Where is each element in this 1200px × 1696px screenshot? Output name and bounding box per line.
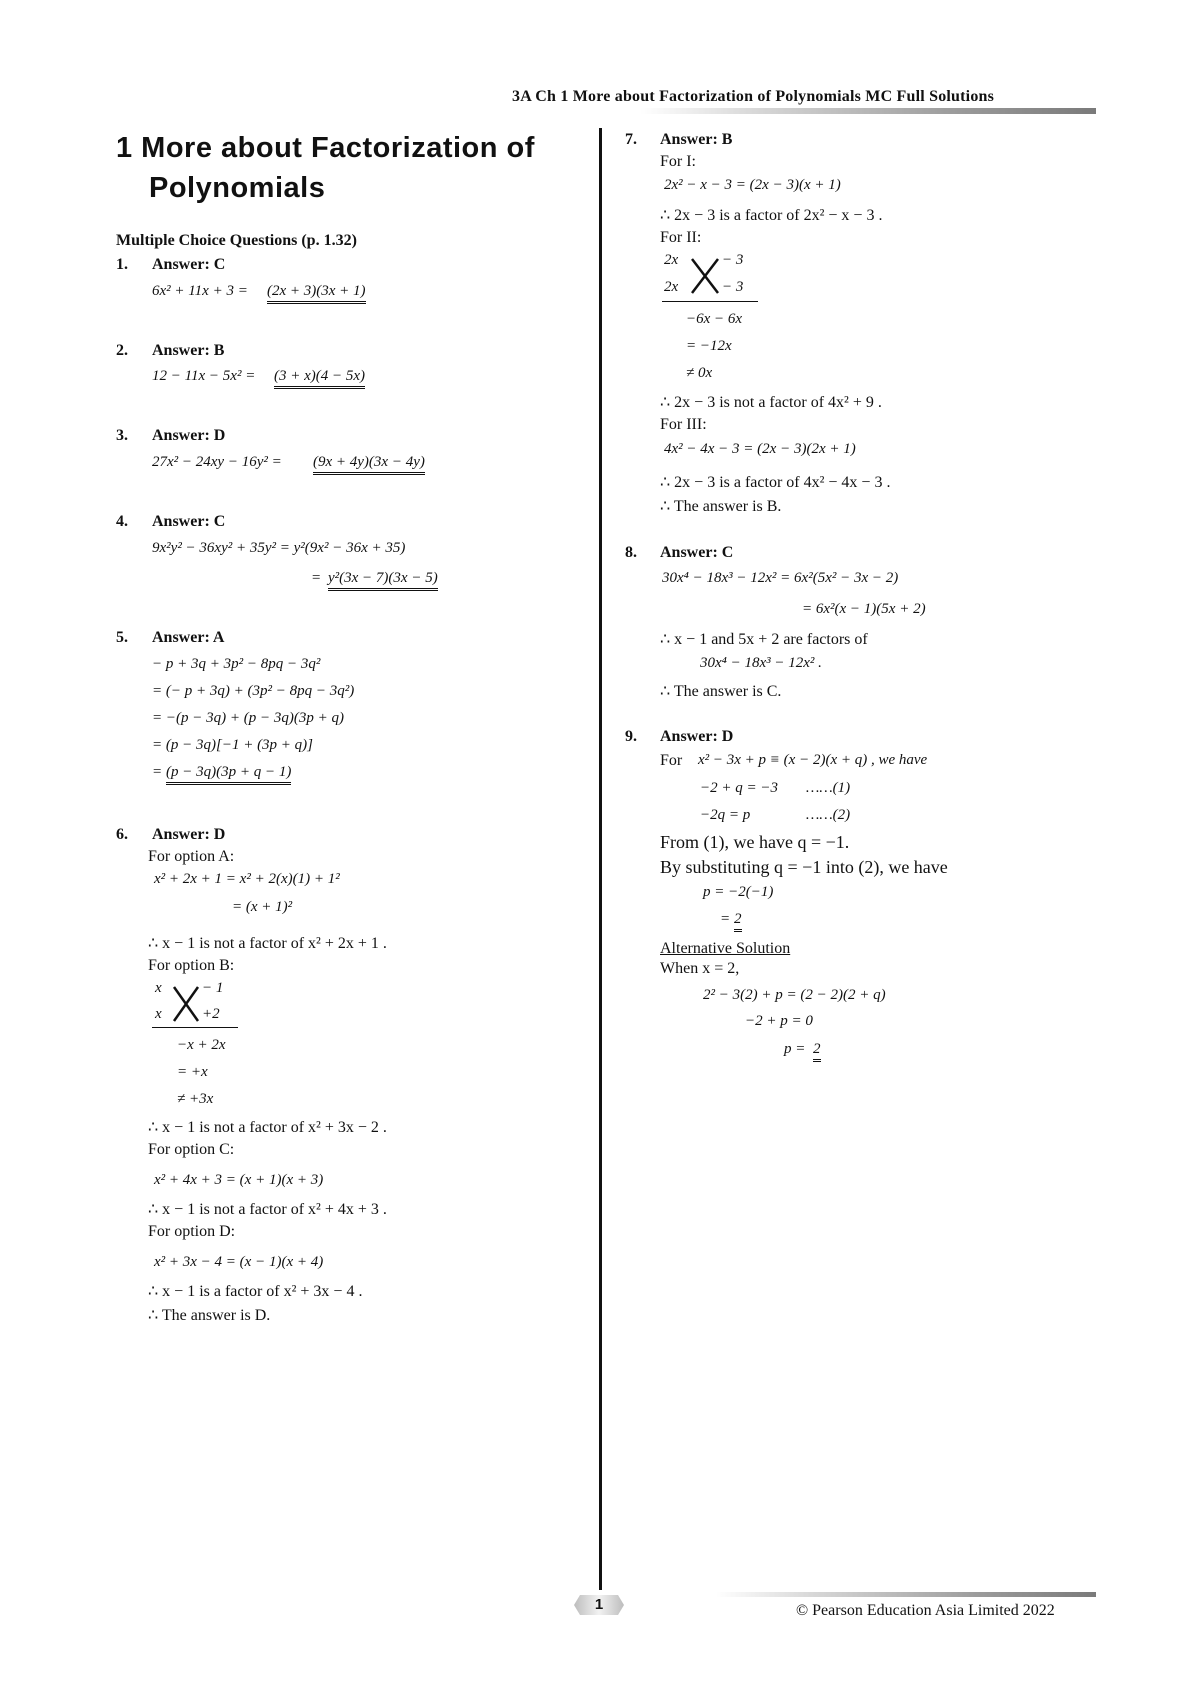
q6-cross-rule — [152, 1027, 238, 1028]
q5-line: = (− p + 3q) + (3p² − 8pq − 3q²) — [152, 683, 355, 699]
q7-III-conclusion: ∴ 2x − 3 is a factor of 4x² − 4x − 3 . — [660, 474, 891, 491]
q2-rhs: (3 + x)(4 − 5x) — [274, 368, 365, 389]
q9-alt-line2: −2 + p = 0 — [745, 1013, 813, 1029]
q8-line1: 30x⁴ − 18x³ − 12x² = 6x²(5x² − 3x − 2) — [662, 570, 899, 586]
q9-alt-title: Alternative Solution — [660, 940, 791, 957]
q7-cross-rule — [662, 301, 758, 302]
q7-forI: For I: — [660, 153, 696, 170]
q6-optB-line3: ≠ +3x — [177, 1091, 214, 1107]
q8-conclusion2: 30x⁴ − 18x³ − 12x² . — [700, 655, 822, 671]
q6-optD-label: For option D: — [148, 1223, 236, 1240]
q6-cross-tl: x — [155, 980, 162, 996]
cross-method-icon — [689, 256, 721, 296]
q4-line2: y²(3x − 7)(3x − 5) — [328, 570, 438, 591]
q7-II-line1: −6x − 6x — [686, 311, 743, 327]
q6-cross-tr: − 1 — [202, 980, 224, 996]
section-heading: Multiple Choice Questions (p. 1.32) — [116, 232, 357, 249]
q9-eq2-tag: ……(2) — [806, 807, 851, 823]
q5-line: − p + 3q + 3p² − 8pq − 3q² — [152, 656, 321, 672]
header-title: 3A Ch 1 More about Factorization of Polynomials MC Full Solutions — [512, 88, 995, 105]
q8-final: ∴ The answer is C. — [660, 683, 782, 700]
q7-II-line3: ≠ 0x — [686, 365, 713, 381]
q5-line: = (p − 3q)[−1 + (3p + q)] — [152, 737, 314, 753]
q1-number: 1. — [116, 256, 128, 273]
q7-forIII: For III: — [660, 416, 707, 433]
q7-cross-bl: 2x — [664, 279, 679, 295]
q3-answer: Answer: D — [152, 427, 226, 444]
q6-cross-br: +2 — [202, 1006, 220, 1022]
q8-answer: Answer: C — [660, 544, 734, 561]
q7-II-line2: = −12x — [686, 338, 732, 354]
q9-from1: From (1), we have q = −1. — [660, 832, 850, 852]
q9-eq2: −2q = p — [700, 807, 751, 823]
q9-p-eq: = — [720, 911, 731, 927]
column-divider — [599, 128, 602, 1590]
q4-eq: = — [311, 570, 322, 586]
q1-answer: Answer: C — [152, 256, 226, 273]
q9-when: When x = 2, — [660, 960, 740, 977]
q9-for-label: For — [660, 752, 683, 769]
q7-cross-tr: − 3 — [722, 252, 744, 268]
q6-optB-conclusion: ∴ x − 1 is not a factor of x² + 3x − 2 . — [148, 1119, 387, 1136]
q2-lhs: 12 − 11x − 5x² = — [152, 368, 256, 384]
q9-number: 9. — [625, 728, 637, 745]
q6-optB-label: For option B: — [148, 957, 235, 974]
q9-eq1: −2 + q = −3 — [700, 780, 778, 796]
q6-optC-label: For option C: — [148, 1141, 235, 1158]
q7-cross-br: − 3 — [722, 279, 744, 295]
q9-alt-value: 2 — [813, 1041, 821, 1062]
q3-number: 3. — [116, 427, 128, 444]
q3-lhs: 27x² − 24xy − 16y² = — [152, 454, 282, 470]
q7-III-line1: 4x² − 4x − 3 = (2x − 3)(2x + 1) — [664, 441, 856, 457]
q5-number: 5. — [116, 629, 128, 646]
q6-optA-label: For option A: — [148, 848, 235, 865]
q9-substitute: By substituting q = −1 into (2), we have — [660, 857, 948, 877]
q6-optC-line1: x² + 4x + 3 = (x + 1)(x + 3) — [154, 1172, 324, 1188]
q6-optC-conclusion: ∴ x − 1 is not a factor of x² + 4x + 3 . — [148, 1201, 387, 1218]
q6-answer: Answer: D — [152, 826, 226, 843]
q8-line2: = 6x²(x − 1)(5x + 2) — [802, 601, 926, 617]
cross-method-icon — [171, 984, 201, 1024]
footer-rule — [716, 1592, 1096, 1597]
q9-p-value: 2 — [734, 911, 742, 932]
q1-lhs: 6x² + 11x + 3 = — [152, 283, 248, 299]
q3-rhs: (9x + 4y)(3x − 4y) — [313, 454, 425, 475]
page-number: 1 — [594, 1596, 604, 1613]
q2-number: 2. — [116, 342, 128, 359]
q9-identity: x² − 3x + p ≡ (x − 2)(x + q) , we have — [698, 752, 928, 768]
q6-optB-line1: −x + 2x — [177, 1037, 226, 1053]
q6-final: ∴ The answer is D. — [148, 1307, 271, 1324]
q6-optD-line1: x² + 3x − 4 = (x − 1)(x + 4) — [154, 1254, 324, 1270]
q5-final-eq: = — [152, 764, 163, 780]
q7-answer: Answer: B — [660, 131, 733, 148]
q7-final: ∴ The answer is B. — [660, 498, 782, 515]
q1-rhs: (2x + 3)(3x + 1) — [267, 283, 366, 304]
q9-eq1-tag: ……(1) — [806, 780, 851, 796]
q6-optA-line1: x² + 2x + 1 = x² + 2(x)(1) + 1² — [154, 871, 340, 887]
copyright: © Pearson Education Asia Limited 2022 — [796, 1602, 1055, 1619]
q6-number: 6. — [116, 826, 128, 843]
header-rule — [640, 108, 1096, 114]
q9-alt-line1: 2² − 3(2) + p = (2 − 2)(2 + q) — [703, 987, 886, 1003]
q6-optB-line2: = +x — [177, 1064, 208, 1080]
q7-II-conclusion: ∴ 2x − 3 is not a factor of 4x² + 9 . — [660, 394, 882, 411]
q7-number: 7. — [625, 131, 637, 148]
q5-line: = −(p − 3q) + (p − 3q)(3p + q) — [152, 710, 344, 726]
q6-cross-bl: x — [155, 1006, 162, 1022]
q6-optD-conclusion: ∴ x − 1 is a factor of x² + 3x − 4 . — [148, 1283, 363, 1300]
q8-conclusion1: ∴ x − 1 and 5x + 2 are factors of — [660, 631, 868, 648]
q6-optA-line2: = (x + 1)² — [232, 899, 293, 915]
q6-optA-conclusion: ∴ x − 1 is not a factor of x² + 2x + 1 . — [148, 935, 387, 952]
chapter-title-line2: Polynomials — [149, 172, 326, 204]
q7-cross-tl: 2x — [664, 252, 679, 268]
q9-p-line1: p = −2(−1) — [703, 884, 774, 900]
q2-answer: Answer: B — [152, 342, 225, 359]
chapter-title-line1: 1 More about Factorization of — [116, 132, 535, 164]
q4-number: 4. — [116, 513, 128, 530]
q9-alt-line3: p = — [784, 1041, 806, 1057]
q5-final: (p − 3q)(3p + q − 1) — [166, 764, 291, 785]
q4-line1: 9x²y² − 36xy² + 35y² = y²(9x² − 36x + 35) — [152, 540, 406, 556]
q4-answer: Answer: C — [152, 513, 226, 530]
q5-answer: Answer: A — [152, 629, 225, 646]
q7-I-line1: 2x² − x − 3 = (2x − 3)(x + 1) — [664, 177, 841, 193]
q7-I-conclusion: ∴ 2x − 3 is a factor of 2x² − x − 3 . — [660, 207, 883, 224]
q9-answer: Answer: D — [660, 728, 734, 745]
q8-number: 8. — [625, 544, 637, 561]
q7-forII: For II: — [660, 229, 702, 246]
